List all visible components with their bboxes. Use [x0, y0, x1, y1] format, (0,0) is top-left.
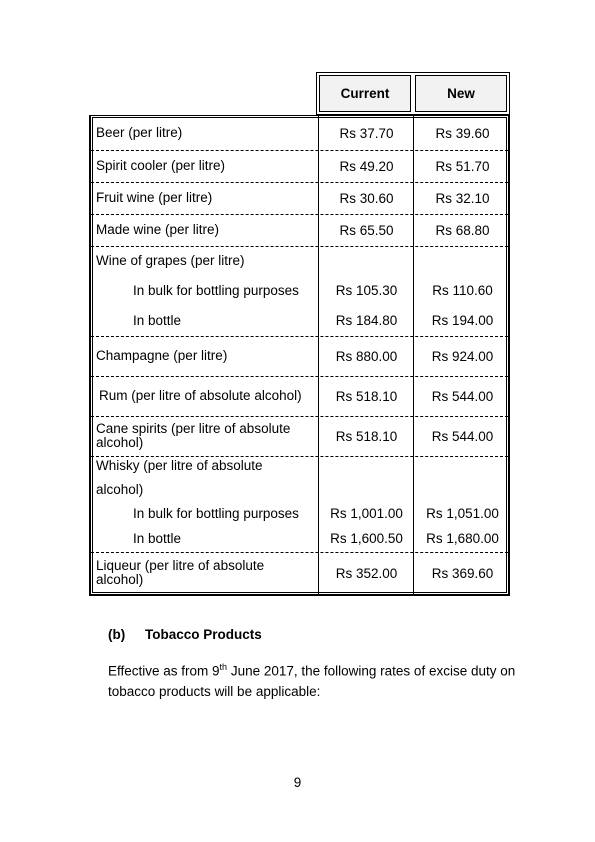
- row-label: Beer (per litre): [96, 125, 183, 140]
- new-value: Rs 39.60: [435, 125, 490, 141]
- current-value: Rs 518.10: [335, 428, 398, 444]
- current-value: Rs 30.60: [339, 190, 394, 206]
- header-new: New: [415, 75, 507, 112]
- sub-row-label: In bottle: [133, 531, 182, 546]
- current-value: Rs 49.20: [339, 158, 394, 174]
- new-value: Rs 110.60: [432, 283, 493, 298]
- new-value: Rs 544.00: [431, 388, 494, 404]
- new-value: Rs 1,051.00: [426, 506, 499, 521]
- body-paragraph: [108, 657, 528, 702]
- table-row: [91, 416, 508, 457]
- row-label: Spirit cooler (per litre): [96, 158, 226, 173]
- row-label: Rum (per litre of absolute alcohol): [99, 388, 302, 403]
- current-value: Rs 880.00: [335, 348, 398, 364]
- paragraph-text: June 2017, the following rates of excise duty on tobacco products will be applicable:: [108, 663, 516, 699]
- current-value: Rs 105.30: [335, 283, 398, 298]
- table-row: [91, 456, 508, 553]
- table-header: [316, 72, 510, 115]
- new-value: Rs 544.00: [431, 428, 494, 444]
- sub-row-label: In bulk for bottling purposes: [133, 283, 299, 298]
- row-label: Made wine (per litre): [96, 222, 220, 237]
- sub-row-label: In bottle: [133, 313, 182, 328]
- table-row: [91, 336, 508, 377]
- section-heading: [108, 627, 262, 642]
- new-value: Rs 1,680.00: [426, 531, 499, 546]
- current-value: Rs 352.00: [335, 565, 398, 581]
- header-current: Current: [319, 75, 411, 112]
- row-label: Liqueur (per litre of absolute alcohol): [96, 558, 265, 587]
- row-label: Champagne (per litre): [96, 348, 228, 363]
- section-number: (b): [108, 627, 126, 642]
- ordinal-suffix: th: [219, 662, 228, 672]
- page-number: 9: [293, 775, 302, 790]
- current-value: Rs 1,001.00: [330, 506, 403, 521]
- table-row: [91, 376, 508, 417]
- section-title: Tobacco Products: [145, 627, 262, 642]
- new-value: Rs 924.00: [431, 348, 494, 364]
- new-value: Rs 369.60: [431, 565, 494, 581]
- row-label: Cane spirits (per litre of absolute alcohol): [96, 421, 291, 450]
- table-row: [91, 116, 508, 151]
- paragraph-text: Effective as from 9: [108, 663, 220, 679]
- new-value: Rs 194.00: [431, 313, 494, 328]
- table-row: [91, 246, 508, 337]
- table-row: [91, 182, 508, 215]
- new-value: Rs 32.10: [435, 190, 490, 206]
- excise-duty-table: [89, 115, 510, 596]
- sub-row-label: In bulk for bottling purposes: [133, 506, 299, 521]
- current-value: Rs 1,600.50: [330, 531, 403, 546]
- row-label: Whisky (per litre of absolute: [96, 458, 263, 473]
- current-value: Rs 518.10: [335, 388, 398, 404]
- new-value: Rs 68.80: [435, 222, 490, 238]
- current-value: Rs 65.50: [339, 222, 394, 238]
- new-value: Rs 51.70: [435, 158, 490, 174]
- row-label: alcohol): [96, 482, 144, 497]
- current-value: Rs 184.80: [335, 313, 398, 328]
- table-row: [91, 552, 508, 594]
- table-row: [91, 214, 508, 247]
- row-label: Fruit wine (per litre): [96, 190, 213, 205]
- current-value: Rs 37.70: [339, 125, 394, 141]
- table-row: [91, 150, 508, 183]
- row-label: Wine of grapes (per litre): [96, 253, 245, 268]
